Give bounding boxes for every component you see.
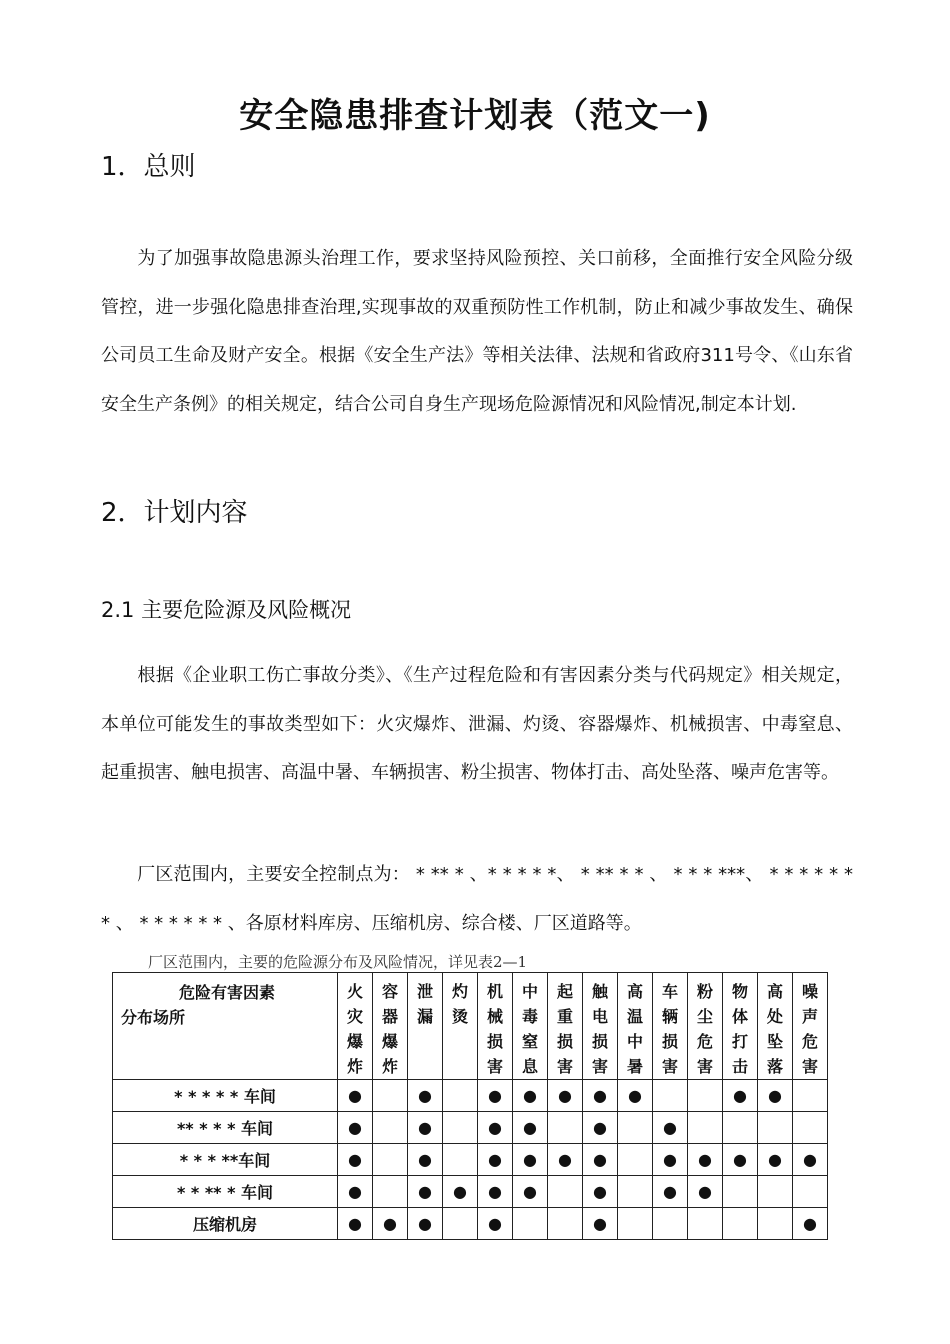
hazard-present-mark: ● — [408, 1176, 443, 1208]
hazard-empty-cell — [513, 1208, 548, 1240]
hazard-empty-cell — [548, 1176, 583, 1208]
column-header — [688, 973, 723, 1080]
hazard-present-mark: ● — [618, 1080, 653, 1112]
row-location-label: * * * **车间 — [113, 1144, 338, 1176]
hazard-empty-cell — [653, 1208, 688, 1240]
hazard-present-mark: ● — [478, 1112, 513, 1144]
hazard-present-mark: ● — [338, 1112, 373, 1144]
column-header-label: 高处坠落 — [766, 982, 783, 1076]
row-location-label: 压缩机房 — [113, 1208, 338, 1240]
hazard-present-mark: ● — [338, 1080, 373, 1112]
hazard-empty-cell — [758, 1176, 793, 1208]
row-location-label: * * * * * 车间 — [113, 1080, 338, 1112]
column-header — [408, 973, 443, 1080]
hazard-empty-cell — [793, 1080, 828, 1112]
hazard-empty-cell — [373, 1080, 408, 1112]
hazard-present-mark: ● — [478, 1080, 513, 1112]
hazard-empty-cell — [618, 1112, 653, 1144]
table-header-row — [113, 973, 828, 1080]
hazard-present-mark: ● — [408, 1112, 443, 1144]
table-row — [113, 1208, 828, 1240]
hazard-present-mark: ● — [513, 1112, 548, 1144]
column-header-label: 车辆损害 — [661, 982, 678, 1076]
column-header-label: 高温中暑 — [626, 982, 643, 1076]
section-heading-general: 1．总则 — [101, 152, 196, 182]
corner-label-locations: 分布场所 — [121, 1008, 186, 1027]
hazard-present-mark: ● — [548, 1144, 583, 1176]
column-header — [793, 973, 828, 1080]
hazard-present-mark: ● — [793, 1144, 828, 1176]
hazard-present-mark: ● — [723, 1144, 758, 1176]
hazard-present-mark: ● — [408, 1144, 443, 1176]
hazard-empty-cell — [373, 1112, 408, 1144]
column-header-label: 火灾爆炸 — [346, 982, 363, 1076]
hazard-present-mark: ● — [373, 1208, 408, 1240]
column-header-label: 机械损害 — [486, 982, 503, 1076]
hazard-empty-cell — [443, 1208, 478, 1240]
column-header — [513, 973, 548, 1080]
column-header — [373, 973, 408, 1080]
column-header-label: 灼烫 — [451, 982, 468, 1026]
hazard-empty-cell — [793, 1176, 828, 1208]
hazard-empty-cell — [688, 1208, 723, 1240]
row-location-label: * * ** * 车间 — [113, 1176, 338, 1208]
hazard-present-mark: ● — [443, 1176, 478, 1208]
hazard-present-mark: ● — [758, 1080, 793, 1112]
hazard-present-mark: ● — [583, 1208, 618, 1240]
hazard-present-mark: ● — [653, 1176, 688, 1208]
hazard-distribution-table — [112, 972, 828, 1240]
subsection-heading-hazards: 2.1 主要危险源及风险概况 — [101, 598, 352, 622]
hazard-present-mark: ● — [408, 1208, 443, 1240]
hazard-empty-cell — [548, 1112, 583, 1144]
page-title: 安全隐患排查计划表（范文一) — [239, 96, 711, 136]
accident-types-paragraph — [101, 652, 853, 798]
column-header-label: 泄漏 — [416, 982, 433, 1026]
column-header — [618, 973, 653, 1080]
hazard-empty-cell — [443, 1112, 478, 1144]
column-header-label: 容器爆炸 — [381, 982, 398, 1076]
hazard-present-mark: ● — [513, 1080, 548, 1112]
column-header-label: 粉尘危害 — [696, 982, 713, 1076]
hazard-empty-cell — [618, 1208, 653, 1240]
hazard-empty-cell — [723, 1176, 758, 1208]
hazard-present-mark: ● — [583, 1176, 618, 1208]
hazard-empty-cell — [618, 1176, 653, 1208]
column-header-label: 中毒窒息 — [521, 982, 538, 1076]
column-header — [478, 973, 513, 1080]
hazard-present-mark: ● — [408, 1080, 443, 1112]
column-header — [758, 973, 793, 1080]
intro-paragraph — [101, 235, 853, 429]
table-row — [113, 1176, 828, 1208]
column-header — [338, 973, 373, 1080]
hazard-empty-cell — [793, 1112, 828, 1144]
column-header-label: 物体打击 — [731, 982, 748, 1076]
hazard-empty-cell — [653, 1080, 688, 1112]
section-heading-plan: 2．计划内容 — [101, 498, 248, 528]
hazard-present-mark: ● — [338, 1176, 373, 1208]
hazard-present-mark: ● — [583, 1144, 618, 1176]
hazard-present-mark: ● — [723, 1080, 758, 1112]
hazard-present-mark: ● — [688, 1144, 723, 1176]
table-corner-cell — [113, 973, 338, 1080]
hazard-present-mark: ● — [653, 1112, 688, 1144]
hazard-empty-cell — [758, 1208, 793, 1240]
hazard-empty-cell — [618, 1144, 653, 1176]
table-row — [113, 1144, 828, 1176]
intro-paragraph-text: 为了加强事故隐患源头治理工作，要求坚持风险预控、关口前移，全面推行安全风险分级管控，进一步强化隐患排查治理,实现事故的双重预防性工作机制，防止和减少事故发生、确保公司员工生命及财产安全。根据《安全生产法》等相关法律、法规和省政府311号令、《山东省安全生产条例》的相关规定，结合公司自身生产现场危险源情况和风险情况,制定本计划. — [101, 248, 853, 415]
hazard-empty-cell — [373, 1144, 408, 1176]
hazard-present-mark: ● — [338, 1208, 373, 1240]
control-points-paragraph — [101, 851, 853, 948]
column-header — [548, 973, 583, 1080]
hazard-present-mark: ● — [478, 1176, 513, 1208]
control-points-text: 厂区范围内，主要安全控制点为： * ** * 、* * * * *、 * ** * * 、 * * * ***、 * * * * * * * 、 * * * * * * 、各原材料库房、压缩机房、综合楼、厂区道路等。 — [101, 864, 853, 934]
hazard-present-mark: ● — [583, 1080, 618, 1112]
column-header-label: 触电损害 — [591, 982, 608, 1076]
corner-label-factors: 危险有害因素 — [179, 983, 276, 1002]
column-header-label: 起重损害 — [556, 982, 573, 1076]
hazard-empty-cell — [443, 1144, 478, 1176]
hazard-empty-cell — [723, 1112, 758, 1144]
table-body — [113, 1080, 828, 1240]
hazard-present-mark: ● — [513, 1176, 548, 1208]
column-header — [443, 973, 478, 1080]
hazard-empty-cell — [373, 1176, 408, 1208]
hazard-present-mark: ● — [653, 1144, 688, 1176]
hazard-empty-cell — [688, 1112, 723, 1144]
hazard-empty-cell — [723, 1208, 758, 1240]
hazard-empty-cell — [443, 1080, 478, 1112]
hazard-present-mark: ● — [338, 1144, 373, 1176]
table-row — [113, 1080, 828, 1112]
hazard-empty-cell — [758, 1112, 793, 1144]
hazard-empty-cell — [548, 1208, 583, 1240]
hazard-present-mark: ● — [478, 1144, 513, 1176]
hazard-empty-cell — [688, 1080, 723, 1112]
hazard-present-mark: ● — [793, 1208, 828, 1240]
hazard-present-mark: ● — [583, 1112, 618, 1144]
hazard-present-mark: ● — [513, 1144, 548, 1176]
column-header — [583, 973, 618, 1080]
hazard-present-mark: ● — [478, 1208, 513, 1240]
column-header — [723, 973, 758, 1080]
row-location-label: ** * * * 车间 — [113, 1112, 338, 1144]
column-header — [653, 973, 688, 1080]
column-header-label: 噪声危害 — [801, 982, 818, 1076]
accident-types-text: 根据《企业职工伤亡事故分类》、《生产过程危险和有害因素分类与代码规定》相关规定，本单位可能发生的事故类型如下：火灾爆炸、泄漏、灼烫、容器爆炸、机械损害、中毒窒息、起重损害、触电损害、高温中暑、车辆损害、粉尘损害、物体打击、高处坠落、噪声危害等。 — [101, 665, 853, 783]
table-caption: 厂区范围内，主要的危险源分布及风险情况，详见表2—1 — [148, 953, 528, 971]
hazard-present-mark: ● — [688, 1176, 723, 1208]
hazard-present-mark: ● — [548, 1080, 583, 1112]
hazard-present-mark: ● — [758, 1144, 793, 1176]
table-row — [113, 1112, 828, 1144]
